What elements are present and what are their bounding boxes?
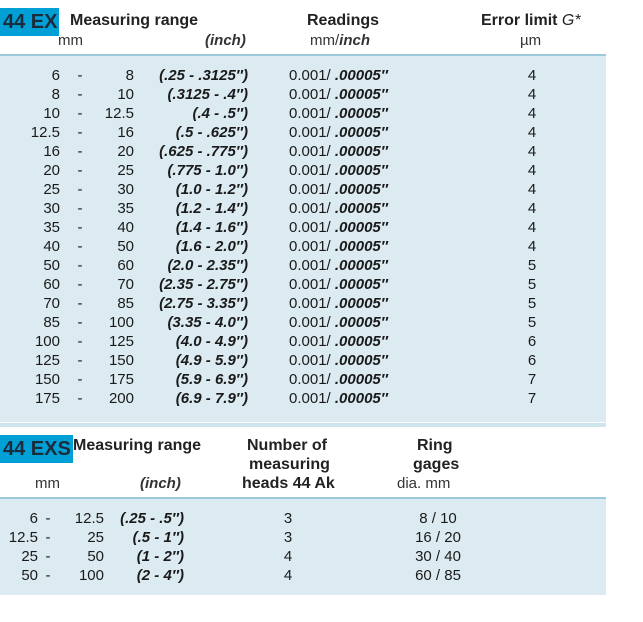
table2-body: [0, 499, 606, 595]
reading-inch: .00005″: [334, 67, 388, 84]
table1-row: [0, 161, 606, 180]
range-dash: -: [45, 548, 51, 565]
range-inch: (1.6 - 2.0″): [175, 238, 248, 255]
range-from: 16: [43, 143, 60, 160]
range-to: 12.5: [74, 510, 104, 527]
reading-inch: .00005″: [334, 162, 388, 179]
reading-value: [289, 85, 388, 104]
range-dash: -: [77, 390, 83, 407]
reading-value: [289, 332, 388, 351]
reading-inch: .00005″: [334, 181, 388, 198]
reading-mm: 0.001/: [289, 124, 335, 141]
reading-inch: .00005″: [334, 219, 388, 236]
range-inch: (.25 - .3125″): [159, 67, 248, 84]
table2-ring-heading-3: dia. mm: [397, 475, 451, 492]
ring-gages: 60 / 85: [415, 567, 461, 584]
reading-mm: 0.001/: [289, 181, 335, 198]
table1-row: [0, 123, 606, 142]
range-dash: -: [45, 510, 51, 527]
range-to: 35: [117, 200, 134, 217]
reading-mm: 0.001/: [289, 314, 335, 331]
error-limit: 5: [527, 257, 537, 274]
range-to: 50: [87, 548, 104, 565]
range-dash: -: [77, 276, 83, 293]
table1-row: [0, 104, 606, 123]
range-from: 100: [34, 333, 60, 350]
range-dash: -: [77, 314, 83, 331]
error-limit: 4: [527, 105, 537, 122]
heads-count: 4: [283, 548, 293, 565]
range-dash: -: [45, 529, 51, 546]
reading-inch: .00005″: [334, 124, 388, 141]
table2-ring-heading-1: Ring: [417, 437, 453, 454]
range-dash: -: [77, 333, 83, 350]
reading-value: [289, 237, 388, 256]
range-from: 70: [43, 295, 60, 312]
table2-heads-heading-3: heads 44 Ak: [242, 475, 335, 492]
error-limit: 4: [527, 200, 537, 217]
range-from: 30: [43, 200, 60, 217]
error-limit: 7: [527, 371, 537, 388]
error-heading-text: Error limit: [481, 12, 562, 29]
range-dash: -: [77, 238, 83, 255]
range-inch: (2.75 - 3.35″): [159, 295, 248, 312]
reading-mm: 0.001/: [289, 200, 335, 217]
error-limit: 6: [527, 352, 537, 369]
table2-range-heading: Measuring range: [73, 437, 202, 454]
range-to: 25: [117, 162, 134, 179]
range-inch: (6.9 - 7.9″): [175, 390, 248, 407]
range-from: 85: [43, 314, 60, 331]
range-to: 25: [87, 529, 104, 546]
range-inch: (.3125 - .4″): [167, 86, 248, 103]
reading-value: [289, 256, 388, 275]
table2-row: [0, 566, 606, 585]
range-from: 6: [29, 510, 38, 527]
range-to: 200: [108, 390, 134, 407]
reading-value: [289, 275, 388, 294]
table1-row: [0, 294, 606, 313]
table1-range-heading: Measuring range: [70, 12, 199, 29]
readings-unit-mm: mm/: [310, 32, 340, 49]
range-to: 20: [117, 143, 134, 160]
reading-inch: .00005″: [334, 352, 388, 369]
range-from: 8: [51, 86, 60, 103]
reading-value: [289, 66, 388, 85]
error-limit: 4: [527, 181, 537, 198]
reading-mm: 0.001/: [289, 143, 335, 160]
range-inch: (.625 - .775″): [159, 143, 248, 160]
reading-value: [289, 142, 388, 161]
table1-tag: 44 EX: [0, 8, 59, 36]
table1-row: [0, 351, 606, 370]
range-to: 70: [117, 276, 134, 293]
table1-mm-heading: mm: [58, 32, 83, 49]
table2-header: [0, 423, 606, 501]
reading-mm: 0.001/: [289, 86, 335, 103]
reading-mm: 0.001/: [289, 67, 335, 84]
range-to: 50: [117, 238, 134, 255]
table2-inch-heading: (inch): [140, 475, 181, 492]
error-limit: 4: [527, 219, 537, 236]
table1-row: [0, 218, 606, 237]
range-to: 8: [125, 67, 134, 84]
table1-readings-unit: [310, 32, 370, 49]
table1-row: [0, 313, 606, 332]
table1-error-heading: [481, 12, 581, 30]
table1-readings-heading: Readings: [307, 12, 380, 29]
range-inch: (2 - 4″): [136, 567, 184, 584]
reading-inch: .00005″: [334, 105, 388, 122]
reading-inch: .00005″: [334, 390, 388, 407]
range-from: 20: [43, 162, 60, 179]
error-limit: 7: [527, 390, 537, 407]
range-dash: -: [77, 86, 83, 103]
range-inch: (1.2 - 1.4″): [175, 200, 248, 217]
range-inch: (3.35 - 4.0″): [167, 314, 248, 331]
range-inch: (.5 - .625″): [175, 124, 248, 141]
reading-mm: 0.001/: [289, 257, 335, 274]
reading-inch: .00005″: [334, 295, 388, 312]
range-from: 6: [51, 67, 60, 84]
table1-row: [0, 370, 606, 389]
readings-unit-inch: inch: [339, 32, 371, 49]
reading-mm: 0.001/: [289, 105, 335, 122]
range-to: 175: [108, 371, 134, 388]
range-from: 25: [43, 181, 60, 198]
table1-row: [0, 142, 606, 161]
range-dash: -: [77, 67, 83, 84]
error-limit: 4: [527, 124, 537, 141]
range-from: 35: [43, 219, 60, 236]
range-inch: (.4 - .5″): [192, 105, 248, 122]
range-dash: -: [77, 371, 83, 388]
range-dash: -: [77, 352, 83, 369]
range-inch: (2.35 - 2.75″): [159, 276, 248, 293]
ring-gages: 16 / 20: [415, 529, 461, 546]
error-limit: 6: [527, 333, 537, 350]
range-inch: (.25 - .5″): [120, 510, 184, 527]
range-from: 50: [21, 567, 38, 584]
table2-row: [0, 509, 606, 528]
range-to: 100: [78, 567, 104, 584]
heads-count: 3: [283, 529, 293, 546]
range-dash: -: [77, 257, 83, 274]
range-from: 12.5: [8, 529, 38, 546]
range-from: 40: [43, 238, 60, 255]
reading-value: [289, 351, 388, 370]
table1-header: [0, 0, 606, 54]
reading-mm: 0.001/: [289, 219, 335, 236]
reading-mm: 0.001/: [289, 276, 335, 293]
range-from: 150: [34, 371, 60, 388]
range-to: 150: [108, 352, 134, 369]
table1-error-unit: µm: [520, 32, 542, 49]
reading-value: [289, 294, 388, 313]
table1-row: [0, 85, 606, 104]
reading-inch: .00005″: [334, 143, 388, 160]
reading-mm: 0.001/: [289, 352, 335, 369]
range-inch: (1.4 - 1.6″): [175, 219, 248, 236]
range-from: 25: [21, 548, 38, 565]
range-from: 12.5: [30, 124, 60, 141]
table1-row: [0, 199, 606, 218]
range-dash: -: [77, 162, 83, 179]
reading-value: [289, 370, 388, 389]
range-dash: -: [77, 105, 83, 122]
reading-mm: 0.001/: [289, 238, 335, 255]
ring-gages: 30 / 40: [415, 548, 461, 565]
table2-heads-heading-1: Number of: [247, 437, 327, 454]
range-to: 10: [117, 86, 134, 103]
reading-inch: .00005″: [334, 238, 388, 255]
range-to: 125: [108, 333, 134, 350]
table2-mm-heading: mm: [35, 475, 60, 492]
error-limit: 4: [527, 86, 537, 103]
reading-mm: 0.001/: [289, 371, 335, 388]
range-dash: -: [45, 567, 51, 584]
range-dash: -: [77, 181, 83, 198]
range-from: 60: [43, 276, 60, 293]
reading-value: [289, 199, 388, 218]
range-from: 175: [34, 390, 60, 407]
table1-row: [0, 389, 606, 408]
error-limit: 4: [527, 67, 537, 84]
error-limit: 5: [527, 314, 537, 331]
error-limit: 4: [527, 238, 537, 255]
ring-gages: 8 / 10: [419, 510, 457, 527]
reading-value: [289, 104, 388, 123]
heads-count: 3: [283, 510, 293, 527]
range-from: 125: [34, 352, 60, 369]
range-inch: (4.0 - 4.9″): [175, 333, 248, 350]
reading-inch: .00005″: [334, 200, 388, 217]
table2-row: [0, 547, 606, 566]
range-dash: -: [77, 124, 83, 141]
range-inch: (4.9 - 5.9″): [175, 352, 248, 369]
reading-value: [289, 313, 388, 332]
range-dash: -: [77, 219, 83, 236]
reading-inch: .00005″: [334, 371, 388, 388]
range-dash: -: [77, 143, 83, 160]
range-inch: (5.9 - 6.9″): [175, 371, 248, 388]
range-inch: (1.0 - 1.2″): [175, 181, 248, 198]
reading-inch: .00005″: [334, 86, 388, 103]
reading-inch: .00005″: [334, 276, 388, 293]
error-heading-g: G*: [561, 12, 581, 29]
range-to: 85: [117, 295, 134, 312]
error-limit: 4: [527, 162, 537, 179]
range-dash: -: [77, 200, 83, 217]
error-limit: 4: [527, 143, 537, 160]
reading-mm: 0.001/: [289, 162, 335, 179]
table1-row: [0, 66, 606, 85]
reading-value: [289, 161, 388, 180]
range-dash: -: [77, 295, 83, 312]
reading-inch: .00005″: [334, 257, 388, 274]
reading-value: [289, 180, 388, 199]
error-limit: 5: [527, 295, 537, 312]
table2-row: [0, 528, 606, 547]
reading-mm: 0.001/: [289, 295, 335, 312]
table1-row: [0, 332, 606, 351]
range-inch: (.775 - 1.0″): [167, 162, 248, 179]
range-to: 30: [117, 181, 134, 198]
reading-mm: 0.001/: [289, 333, 335, 350]
reading-inch: .00005″: [334, 314, 388, 331]
table2-ring-heading-2: gages: [413, 456, 460, 473]
reading-inch: .00005″: [334, 333, 388, 350]
table1-inch-heading: (inch): [205, 32, 246, 49]
range-from: 10: [43, 105, 60, 122]
table2-tag: 44 EXS: [0, 435, 73, 463]
range-from: 50: [43, 257, 60, 274]
heads-count: 4: [283, 567, 293, 584]
reading-value: [289, 123, 388, 142]
reading-value: [289, 389, 388, 408]
error-limit: 5: [527, 276, 537, 293]
range-to: 60: [117, 257, 134, 274]
range-to: 100: [108, 314, 134, 331]
range-to: 12.5: [104, 105, 134, 122]
reading-value: [289, 218, 388, 237]
range-inch: (.5 - 1″): [132, 529, 184, 546]
table1-row: [0, 275, 606, 294]
range-to: 16: [117, 124, 134, 141]
table1-row: [0, 237, 606, 256]
reading-mm: 0.001/: [289, 390, 335, 407]
table1-row: [0, 256, 606, 275]
table2-heads-heading-2: measuring: [249, 456, 330, 473]
range-inch: (1 - 2″): [136, 548, 184, 565]
range-inch: (2.0 - 2.35″): [167, 257, 248, 274]
table1-body: [0, 56, 606, 422]
range-to: 40: [117, 219, 134, 236]
table1-row: [0, 180, 606, 199]
